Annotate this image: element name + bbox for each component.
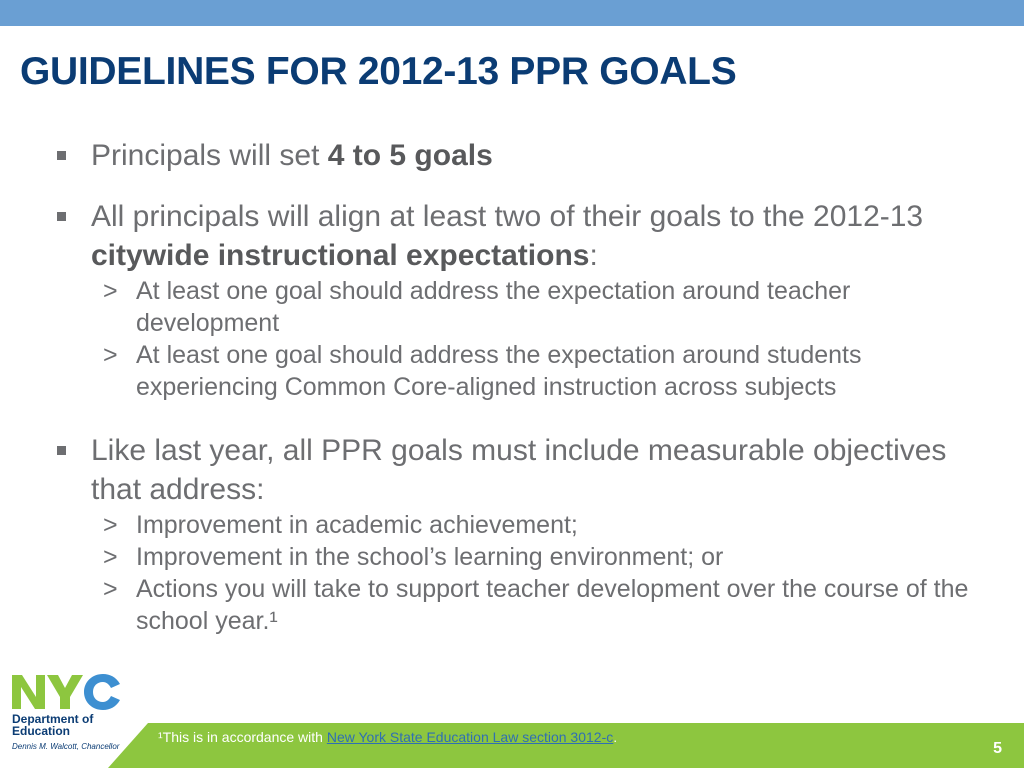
sub-item-text: At least one goal should address the expectation around students experiencing Common Core-aligned instruction across subjects — [136, 341, 862, 401]
square-bullet-icon — [57, 212, 66, 221]
sub-item-text: At least one goal should address the expectation around teacher development — [136, 277, 851, 337]
chancellor-name: Dennis M. Walcott, Chancellor — [12, 742, 120, 751]
sub-item — [55, 339, 985, 403]
page-number: 5 — [993, 740, 1002, 757]
bullet-2 — [55, 197, 985, 275]
chevron-right-icon: > — [103, 277, 118, 305]
chevron-right-icon: > — [103, 543, 118, 571]
square-bullet-icon — [57, 446, 66, 455]
department-line-2: Education — [12, 724, 71, 738]
sub-item — [55, 275, 985, 339]
bullet-1-text: Principals will set — [91, 139, 328, 172]
sub-item-text: Improvement in the school’s learning environment; or — [136, 543, 724, 571]
sub-item — [55, 541, 985, 573]
bullet-2-text: All principals will align at least two of their goals to the 2012-13 — [91, 200, 924, 233]
footnote-suffix: . — [613, 729, 618, 745]
department-name — [12, 713, 93, 737]
slide-content — [55, 136, 985, 637]
footnote-text: ¹This is in accordance with — [158, 729, 327, 745]
bullet-1-bold: 4 to 5 goals — [327, 139, 493, 172]
chevron-right-icon: > — [103, 511, 118, 539]
bullet-3-text: Like last year, all PPR goals must include measurable objectives that address: — [91, 434, 947, 506]
sub-item-text: Actions you will take to support teacher development over the course of the school year.¹ — [136, 575, 969, 635]
footnote-link[interactable]: New York State Education Law section 3012-c — [326, 729, 614, 745]
department-line-1: Department of — [12, 712, 94, 726]
sub-item-text: Improvement in academic achievement; — [136, 511, 578, 539]
bullet-1 — [55, 136, 985, 175]
chevron-right-icon: > — [103, 341, 118, 369]
slide-title: GUIDELINES FOR 2012-13 PPR GOALS — [20, 50, 737, 93]
sub-item — [55, 509, 985, 541]
chevron-right-icon: > — [103, 575, 118, 603]
bullet-3 — [55, 431, 985, 509]
nyc-logo-icon — [12, 672, 122, 712]
square-bullet-icon — [57, 151, 66, 160]
bullet-2-bold: citywide instructional expectations — [91, 239, 590, 272]
sub-item — [55, 573, 985, 637]
footnote — [158, 729, 617, 745]
nyc-doe-logo — [12, 672, 142, 762]
top-accent-bar — [0, 0, 1024, 26]
bullet-2-suffix: : — [589, 239, 598, 272]
